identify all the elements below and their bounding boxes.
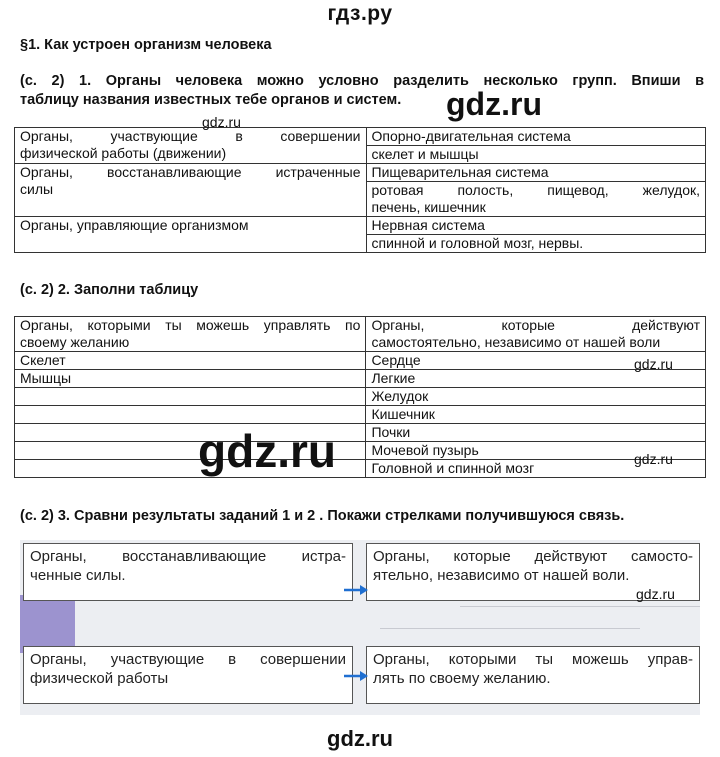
table-cell: Скелет — [15, 352, 366, 370]
table-cell — [15, 128, 367, 164]
watermark-small: gdz.ru — [202, 114, 241, 130]
watermark-large: gdz.ru — [446, 86, 542, 122]
table-cell: спинной и головной мозг, нервы. — [366, 235, 706, 253]
cell-line: Органы, которыми ты можешь управлять по — [20, 317, 361, 333]
table-cell: скелет и мышцы — [366, 146, 706, 164]
table-row — [15, 424, 706, 442]
cell-line: ротовая полость, пищевод, желудок, — [371, 182, 700, 198]
table-cell: Нервная система — [366, 217, 706, 235]
table-cell — [15, 164, 367, 217]
task2-title: (с. 2) 2. Заполни таблицу — [20, 282, 199, 298]
cell-line: Органы, участвующие в совершении — [20, 128, 361, 144]
box-line: ятельно, независимо от нашей воли. — [373, 567, 630, 584]
task1-line1: (с. 2) 1. Органы человека можно условно разделить несколько групп. Впиши в — [20, 73, 704, 89]
table-row — [15, 370, 706, 388]
watermark-large: gdz.ru — [198, 425, 336, 477]
box-line: Органы, восстанавливающие истра- — [30, 548, 346, 565]
section-heading: §1. Как устроен организм человека — [20, 37, 272, 53]
scan-stripe — [20, 595, 75, 653]
table-row — [15, 442, 706, 460]
table-cell: Органы, управляющие организмом — [15, 217, 367, 253]
organs-control-table — [14, 316, 706, 478]
box-line: ченные силы. — [30, 567, 126, 584]
table-cell — [15, 406, 366, 424]
table-header-row — [15, 317, 706, 352]
table-cell: Желудок — [366, 388, 706, 406]
cell-line: Органы, восстанавливающие истраченные — [20, 164, 361, 180]
table-cell: Кишечник — [366, 406, 706, 424]
table-cell: Почки — [366, 424, 706, 442]
table-cell: Сердце — [366, 352, 706, 370]
table-cell — [15, 388, 366, 406]
table-cell: Пищеварительная система — [366, 164, 706, 182]
cell-line: самостоятельно, независимо от нашей воли — [371, 334, 661, 350]
site-title-top: гдз.ру — [327, 2, 393, 25]
box-line: Органы, которыми ты можешь управ- — [373, 651, 693, 668]
box-line: Органы, участвующие в совершении — [30, 651, 346, 668]
table-row — [15, 388, 706, 406]
site-title-bottom: gdz.ru — [327, 726, 393, 751]
cell-line: силы — [20, 181, 54, 197]
table-cell — [366, 182, 706, 217]
box-restoring-organs — [23, 543, 353, 601]
table-row — [15, 406, 706, 424]
table-cell: Легкие — [366, 370, 706, 388]
table-row — [15, 217, 706, 235]
ghost-line — [460, 606, 700, 615]
table-row — [15, 460, 706, 478]
watermark-small: gdz.ru — [636, 586, 675, 602]
table-row — [15, 164, 706, 182]
table-cell: Мочевой пузырь — [366, 442, 706, 460]
box-voluntary-organs — [366, 646, 700, 704]
box-line: лять по своему желанию. — [373, 670, 551, 687]
cell-line: Органы, которые действуют — [371, 317, 700, 333]
arrow-right-icon — [342, 583, 370, 597]
task1-line2: таблицу названия известных тебе органов и систем. — [20, 92, 402, 108]
box-line: физической работы — [30, 670, 169, 687]
box-working-organs — [23, 646, 353, 704]
cell-line: физической работы (движении) — [20, 145, 227, 161]
ghost-line — [380, 628, 640, 637]
watermark-small: gdz.ru — [634, 451, 673, 467]
table-row — [15, 352, 706, 370]
table-row — [15, 128, 706, 146]
table-cell: Опорно-двигательная система — [366, 128, 706, 146]
header-cell-voluntary — [15, 317, 366, 352]
watermark-small: gdz.ru — [634, 356, 673, 372]
task3-title: (с. 2) 3. Сравни результаты заданий 1 и 2 . Покажи стрелками получившуюся связь. — [20, 508, 625, 524]
box-line: Органы, которые действуют самосто- — [373, 548, 693, 565]
table-cell: Мышцы — [15, 370, 366, 388]
cell-line: печень, кишечник — [371, 199, 486, 215]
arrow-right-icon — [342, 669, 370, 683]
organs-groups-table — [14, 127, 706, 253]
table-cell: Головной и спинной мозг — [366, 460, 706, 478]
header-cell-autonomous — [366, 317, 706, 352]
cell-line: своему желанию — [20, 334, 130, 350]
